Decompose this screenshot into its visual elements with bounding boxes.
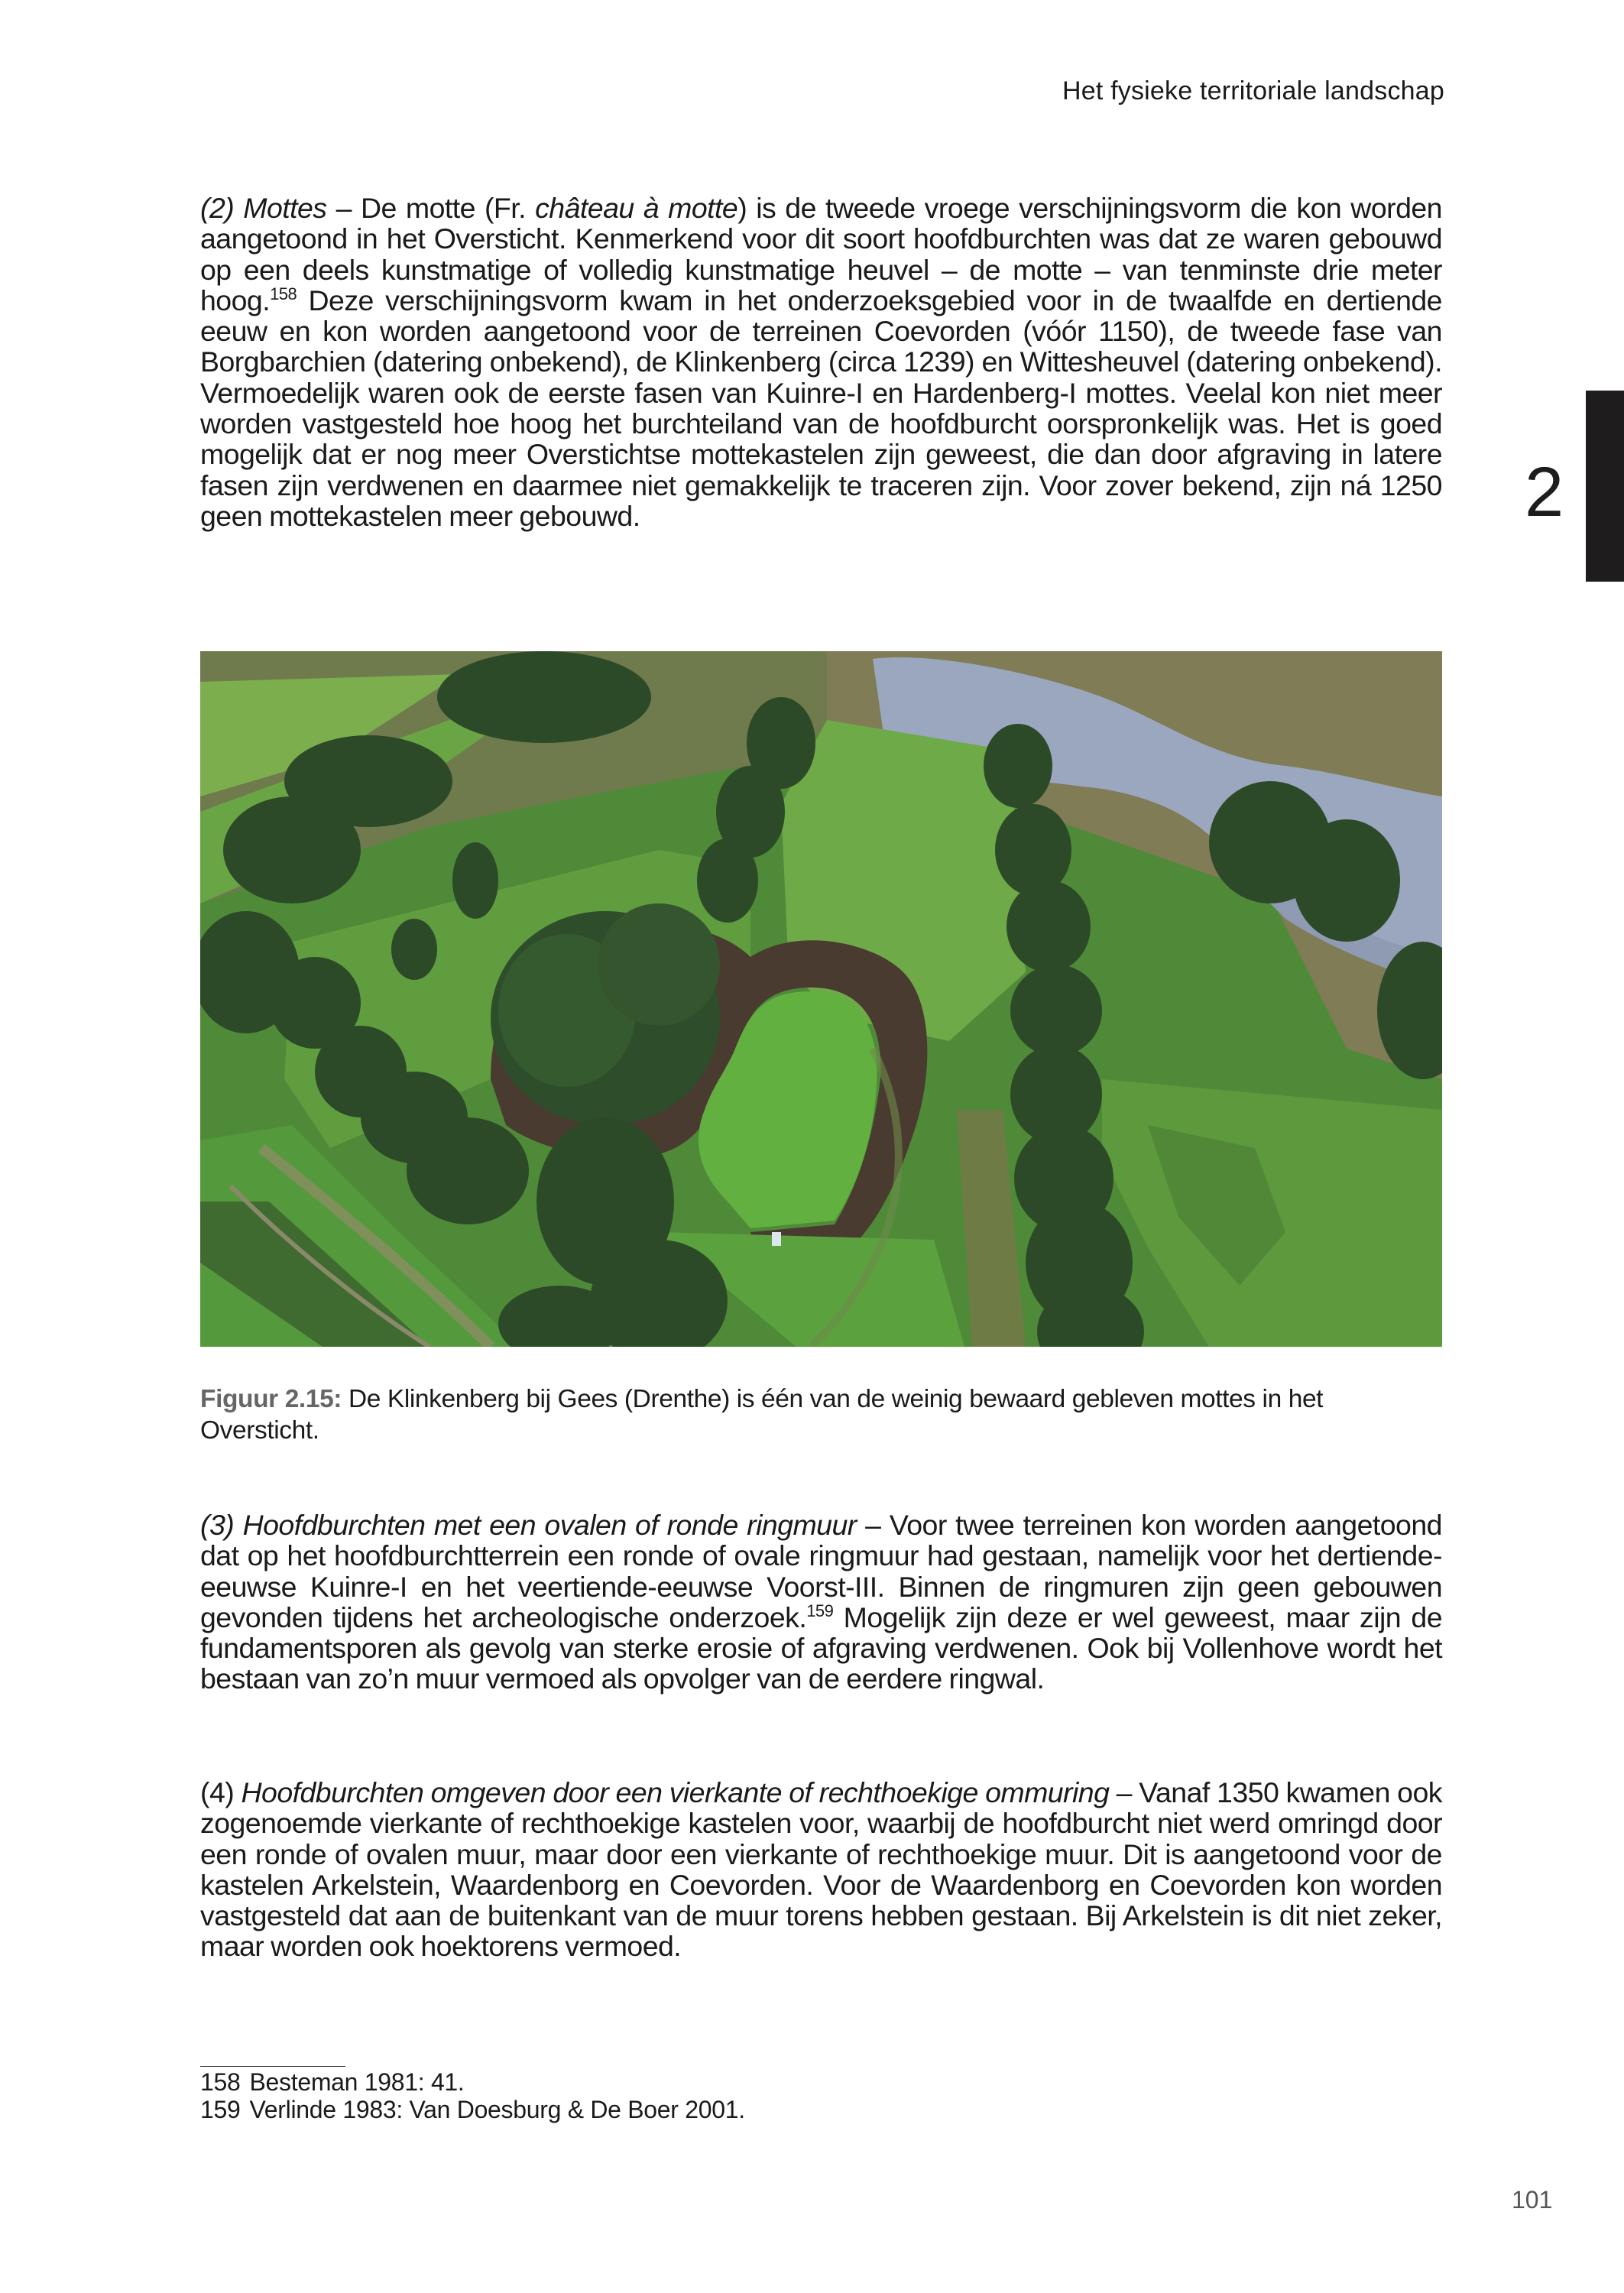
- figure-caption: [200, 1383, 1442, 1446]
- footnote-159: [200, 2096, 745, 2123]
- chapter-tab-marker: [1586, 391, 1624, 582]
- footnote-158: [200, 2068, 745, 2096]
- section-lead: (3) Hoofdburchten met een ovalen of ronde ringmuur: [200, 1509, 857, 1541]
- paragraph-mottes: [200, 193, 1442, 531]
- chapter-number: 2: [1525, 453, 1564, 531]
- page-number: 101: [1512, 2186, 1553, 2214]
- paragraph-text: – Voor twee terreinen kon worden aangetoond dat op het hoofdburchtterrein een ronde of ovale ringmuur had gestaan, namelijk voor het dertiende-eeuwse Kuinre-I en het veertiende-eeuwse Voorst-III. Binnen de ringmuren zijn geen gebouwen gevonden tijdens het archeologische onderzoek.: [200, 1509, 1442, 1633]
- paragraph-text: – Vanaf 1350 kwamen ook zogenoemde vierkante of rechthoekige kastelen voor, waarbij de hoofdburcht niet werd omringd door een ronde of ovalen muur, maar door een vierkante of rechthoekige muur. Dit is aangetoond voor de kastelen Arkelstein, Waardenborg en Coevorden. Voor de Waardenborg en Coevorden kon worden vastgesteld dat aan de buitenkant van de muur torens hebben gestaan. Bij Arkelstein is dit niet zeker, maar worden ook hoektorens vermoed.: [200, 1776, 1442, 1963]
- section-number: (4): [200, 1776, 241, 1808]
- paragraph-text: Mogelijk zijn deze er wel geweest, maar zijn de fundamentsporen als gevolg van sterke erosie of afgraving verdwenen. Ook bij Vollenhove wordt het bestaan van zo’n muur vermoed als opvolger van de eerdere ringwal.: [200, 1601, 1443, 1695]
- footnotes: [200, 2068, 745, 2123]
- footnote-divider: [200, 2066, 345, 2067]
- paragraph-vierkante-ommuring: [200, 1777, 1442, 1962]
- footnote-text: Besteman 1981: 41.: [249, 2068, 465, 2096]
- paragraph-text: Deze verschijningsvorm kwam in het onderzoeksgebied voor in de twaalfde en dertiende eeuw en kon worden aangetoond voor de terreinen Coevorden (vóór 1150), de tweede fase van Borgbarchien (datering onbekend), de Klinkenberg (circa 1239) en Wittesheuvel (datering onbekend). Vermoedelijk waren ook de eerste fasen van Kuinre-I en Hardenberg-I mottes. Veelal kon niet meer worden vastgesteld hoe hoog het burchteiland van de hoofdburcht oorspronkelijk was. Het is goed mogelijk dat er nog meer Overstichtse mottekastelen zijn geweest, die dan door afgraving in latere fasen zijn verdwenen en daarmee niet gemakkelijk te traceren zijn. Voor zover bekend, zijn ná 1250 geen mottekastelen meer gebouwd.: [200, 284, 1442, 532]
- aerial-photo-illustration: [200, 651, 1442, 1347]
- section-lead: Hoofdburchten omgeven door een vierkante of rechthoekige ommuring: [241, 1776, 1110, 1808]
- figure-label: Figuur 2.15:: [200, 1385, 342, 1413]
- footnote-ref[interactable]: 159: [806, 1601, 834, 1620]
- italic-term: château à motte: [535, 192, 738, 224]
- paragraph-text: – De motte (Fr.: [326, 192, 536, 224]
- footnote-number: 158: [200, 2068, 241, 2096]
- paragraph-ovalen-ringmuur: [200, 1510, 1442, 1695]
- footnote-number: 159: [200, 2096, 241, 2123]
- footnote-ref[interactable]: 158: [270, 284, 297, 303]
- footnote-text: Verlinde 1983: Van Doesburg & De Boer 2001.: [249, 2096, 745, 2123]
- running-head: Het fysieke territoriale landschap: [1062, 76, 1444, 105]
- section-lead: (2) Mottes: [200, 192, 327, 224]
- caption-text: De Klinkenberg bij Gees (Drenthe) is één van de weinig bewaard gebleven mottes in het Oversticht.: [200, 1385, 1324, 1445]
- paragraph-text: ) is de tweede vroege verschijningsvorm die kon worden aangetoond in het Oversticht. Kenmerkend voor dit soort hoofdburchten was dat ze waren gebouwd op een deels kunstmatige of volledig kunstmatige heuvel – de motte – van tenminste drie meter hoog.: [200, 192, 1442, 316]
- figure-photo-klinkenberg: [200, 651, 1442, 1347]
